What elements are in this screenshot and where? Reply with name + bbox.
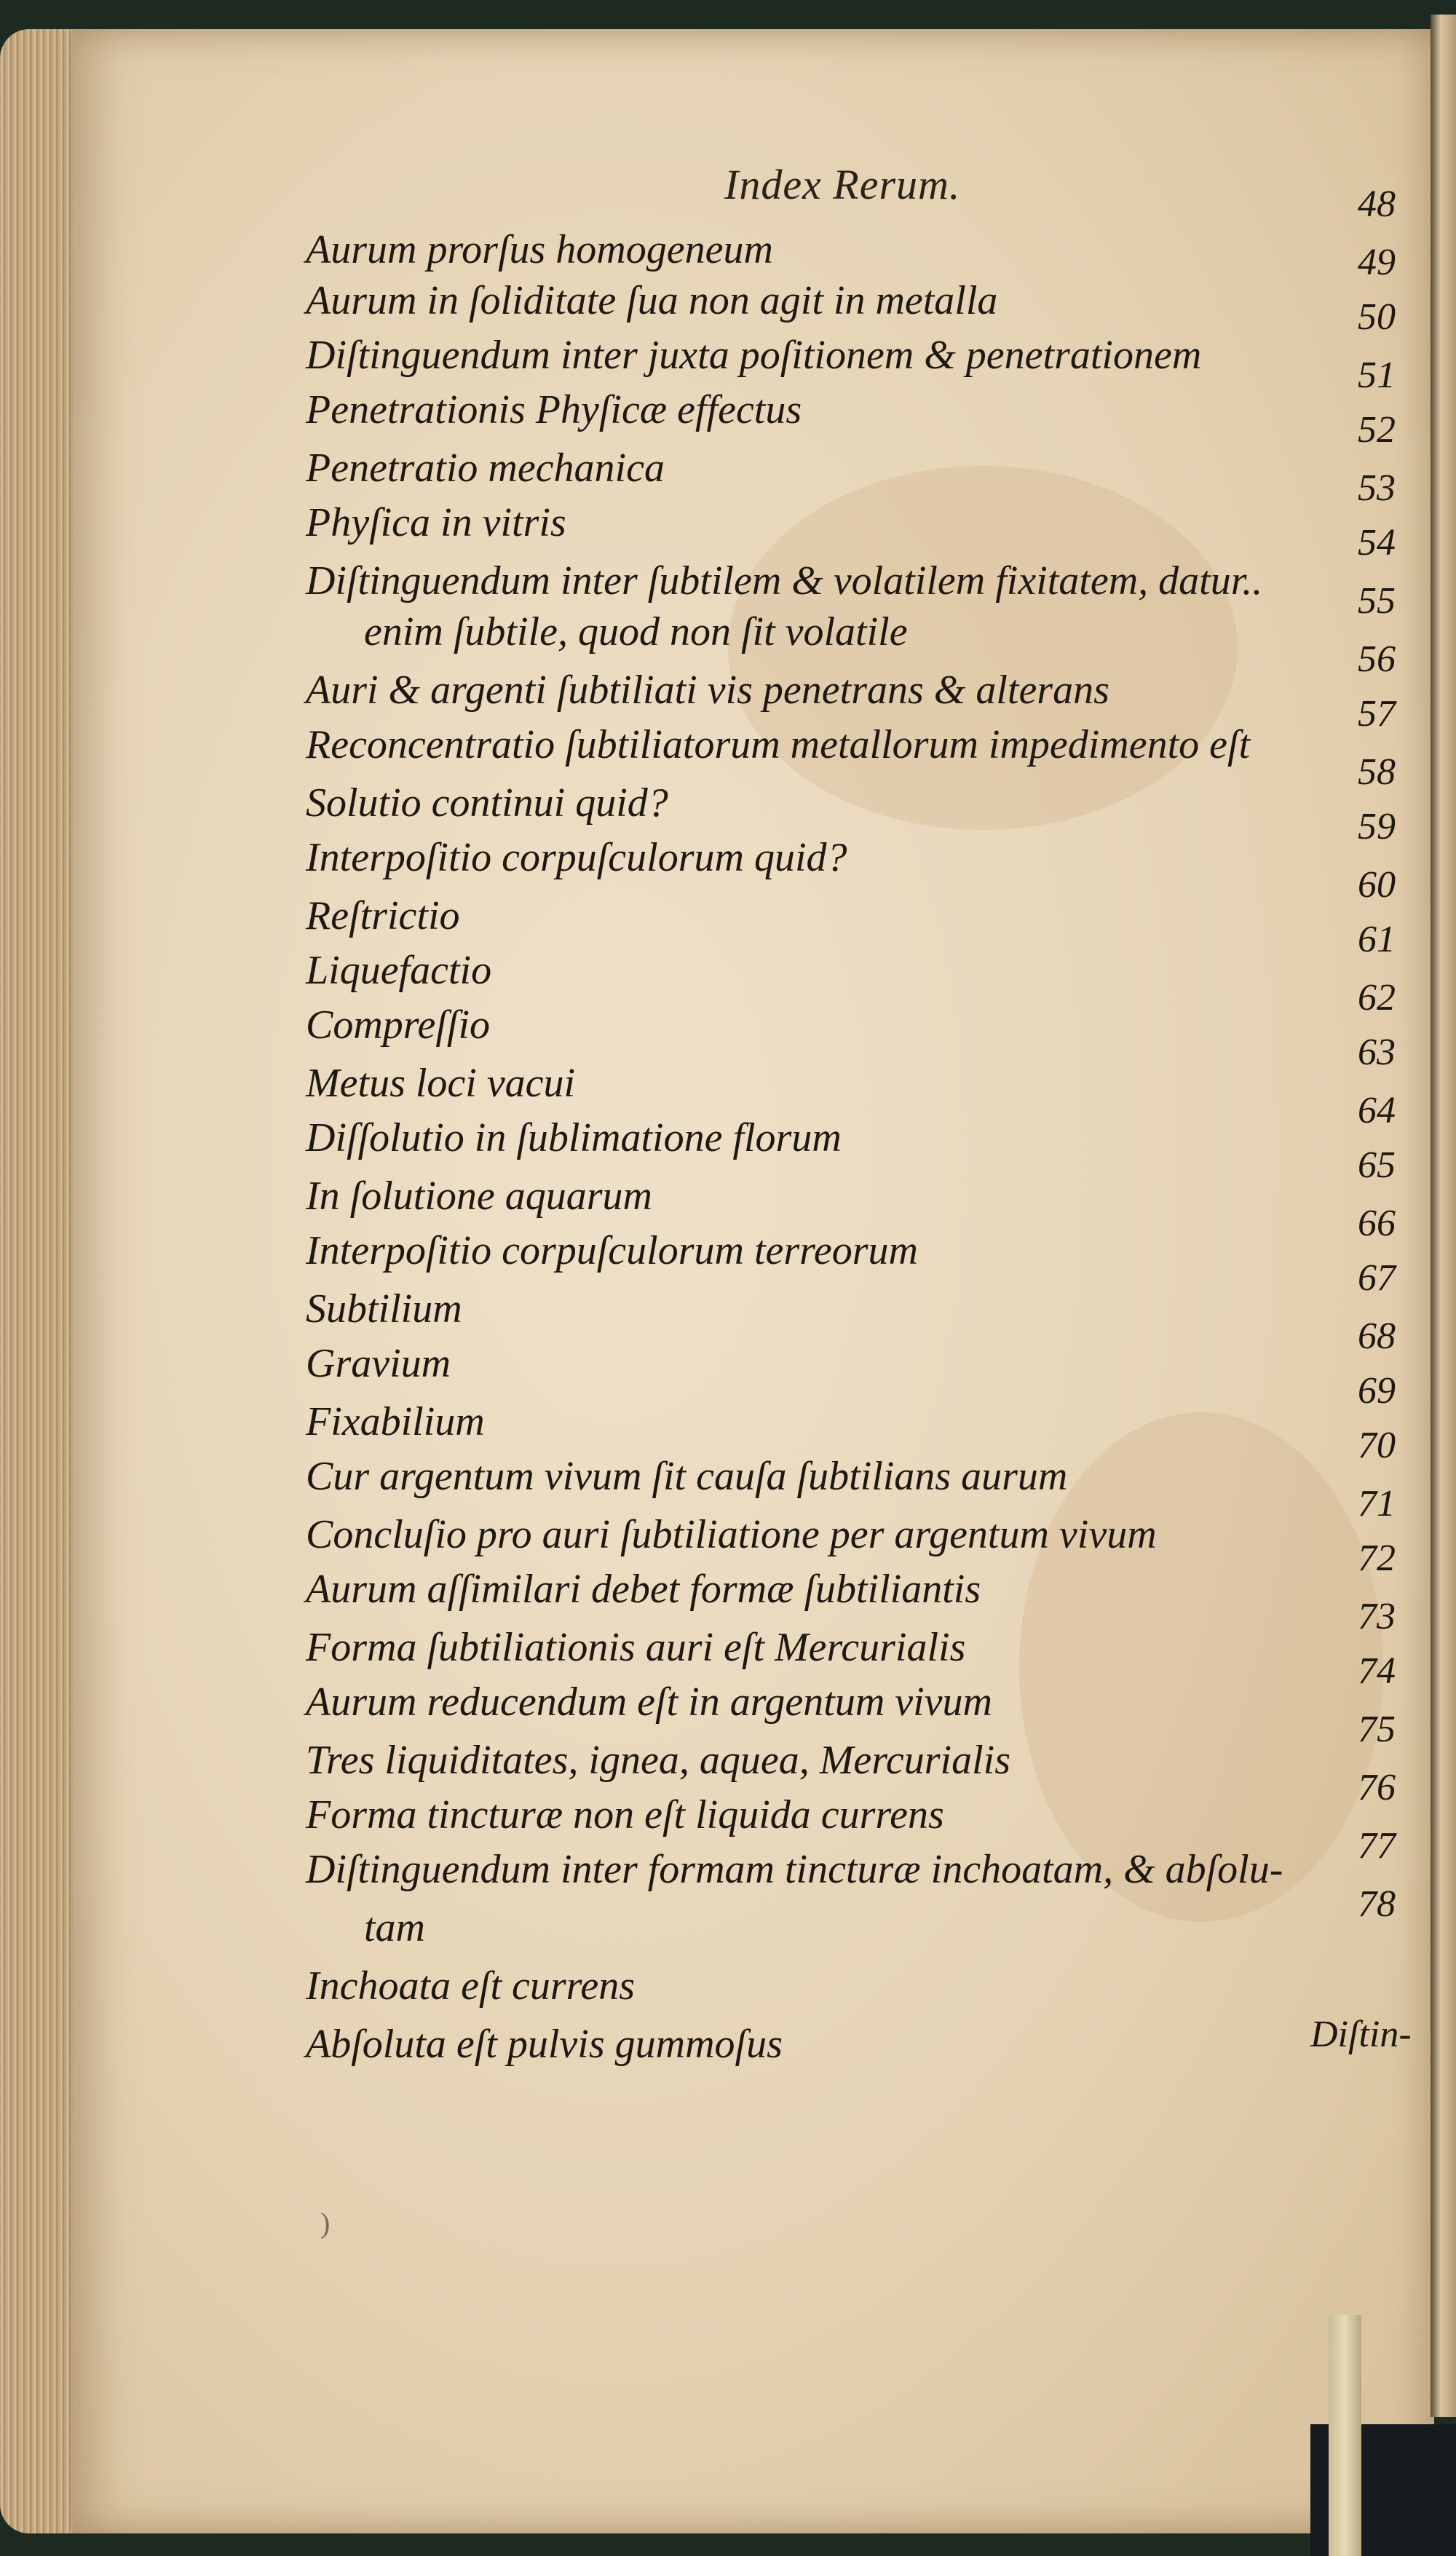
page-number: 69: [1358, 1370, 1396, 1412]
page-number: 74: [1358, 1650, 1396, 1692]
page-number: 73: [1358, 1596, 1396, 1637]
facing-page-edge: [1431, 15, 1456, 2417]
bookmark-ribbon: [1329, 2315, 1361, 2556]
index-entry: Interpoſitio corpuſculorum terreorum: [306, 1228, 918, 1273]
page-number: 53: [1358, 467, 1396, 509]
index-entry: Penetrationis Phyſicæ effectus: [306, 387, 802, 432]
page-header: Index Rerum.: [724, 161, 961, 208]
index-entry: Phyſica in vitris: [306, 500, 566, 545]
index-entry: Forma ſubtiliationis auri eſt Mercurialis: [306, 1625, 966, 1670]
page-number: 78: [1358, 1883, 1396, 1925]
page-number: 58: [1358, 751, 1396, 793]
page-number: 51: [1358, 355, 1396, 396]
index-entry: Fixabilium: [306, 1399, 485, 1444]
page-number: 62: [1358, 977, 1396, 1018]
index-entry: Concluſio pro auri ſubtiliatione per argentum vivum: [306, 1512, 1157, 1557]
index-entry: Cur argentum vivum ſit cauſa ſubtilians aurum: [306, 1454, 1068, 1499]
page-number: 55: [1358, 580, 1396, 622]
margin-mark: ): [320, 2207, 331, 2239]
index-entry: Metus loci vacui: [306, 1061, 576, 1106]
index-entry: Penetratio mechanica: [306, 446, 665, 491]
page-number: 60: [1358, 864, 1396, 906]
page-number: 64: [1358, 1090, 1396, 1131]
index-entry: In ſolutione aquarum: [306, 1174, 652, 1219]
page-number: 76: [1358, 1767, 1396, 1808]
page-number: 59: [1358, 806, 1396, 847]
page-number: 49: [1358, 242, 1396, 283]
index-entry: Inchoata eſt currens: [306, 1963, 636, 2009]
page-number: 56: [1358, 638, 1396, 680]
index-entry: Tres liquiditates, ignea, aquea, Mercurialis: [306, 1738, 1011, 1783]
index-entry: Diſtinguendum inter formam tincturæ inchoatam, & abſolu-: [306, 1847, 1283, 1892]
index-entry: Aurum aſſimilari debet formæ ſubtiliantis: [306, 1567, 981, 1612]
page-number: 67: [1358, 1257, 1396, 1299]
index-entry: Liquefactio: [306, 948, 492, 993]
index-entry: Gravium: [306, 1341, 451, 1386]
index-entry: Aurum in ſoliditate ſua non agit in metalla: [306, 278, 998, 323]
index-entry: Diſſolutio in ſublimatione florum: [306, 1115, 842, 1160]
index-entry: Reconcentratio ſubtiliatorum metallorum impedimento eſt: [306, 722, 1251, 767]
page-number: 66: [1358, 1203, 1396, 1244]
index-entry: Diſtinguendum inter ſubtilem & volatilem fixitatem, datur..: [306, 558, 1263, 604]
page-number: 70: [1358, 1425, 1396, 1466]
index-entry: Abſoluta eſt pulvis gummoſus: [306, 2022, 783, 2067]
page-number: 68: [1358, 1315, 1396, 1357]
page-number: 63: [1358, 1032, 1396, 1073]
catchword: Diſtin-: [1310, 2014, 1412, 2055]
index-entry: enim ſubtile, quod non ſit volatile: [364, 609, 908, 654]
page-number: 71: [1358, 1483, 1396, 1524]
index-entry: Auri & argenti ſubtiliati vis penetrans & alterans: [306, 668, 1109, 713]
index-entry: Compreſſio: [306, 1002, 491, 1048]
page-number: 50: [1358, 296, 1396, 338]
page-number: 65: [1358, 1144, 1396, 1186]
index-entry: tam: [364, 1905, 425, 1950]
page-number: 48: [1358, 183, 1396, 225]
page-number: 57: [1358, 693, 1396, 735]
page-number: 75: [1358, 1709, 1396, 1750]
index-entry: Subtilium: [306, 1286, 462, 1332]
index-entry: Aurum prorſus homogeneum: [306, 227, 773, 272]
index-entry: Forma tincturæ non eſt liquida currens: [306, 1792, 944, 1837]
index-entry: Aurum reducendum eſt in argentum vivum: [306, 1679, 992, 1725]
index-entry: Interpoſitio corpuſculorum quid?: [306, 835, 847, 880]
paper-stain: [1019, 1412, 1383, 1922]
page-number: 72: [1358, 1538, 1396, 1579]
page-number: 52: [1358, 409, 1396, 451]
index-entry: Diſtinguendum inter juxta poſitionem & penetrationem: [306, 333, 1202, 378]
index-entry: Reſtrictio: [306, 893, 460, 938]
index-entry: Solutio continui quid?: [306, 780, 668, 826]
page-number: 54: [1358, 522, 1396, 563]
page-number: 77: [1358, 1825, 1396, 1867]
page-number: 61: [1358, 919, 1396, 960]
